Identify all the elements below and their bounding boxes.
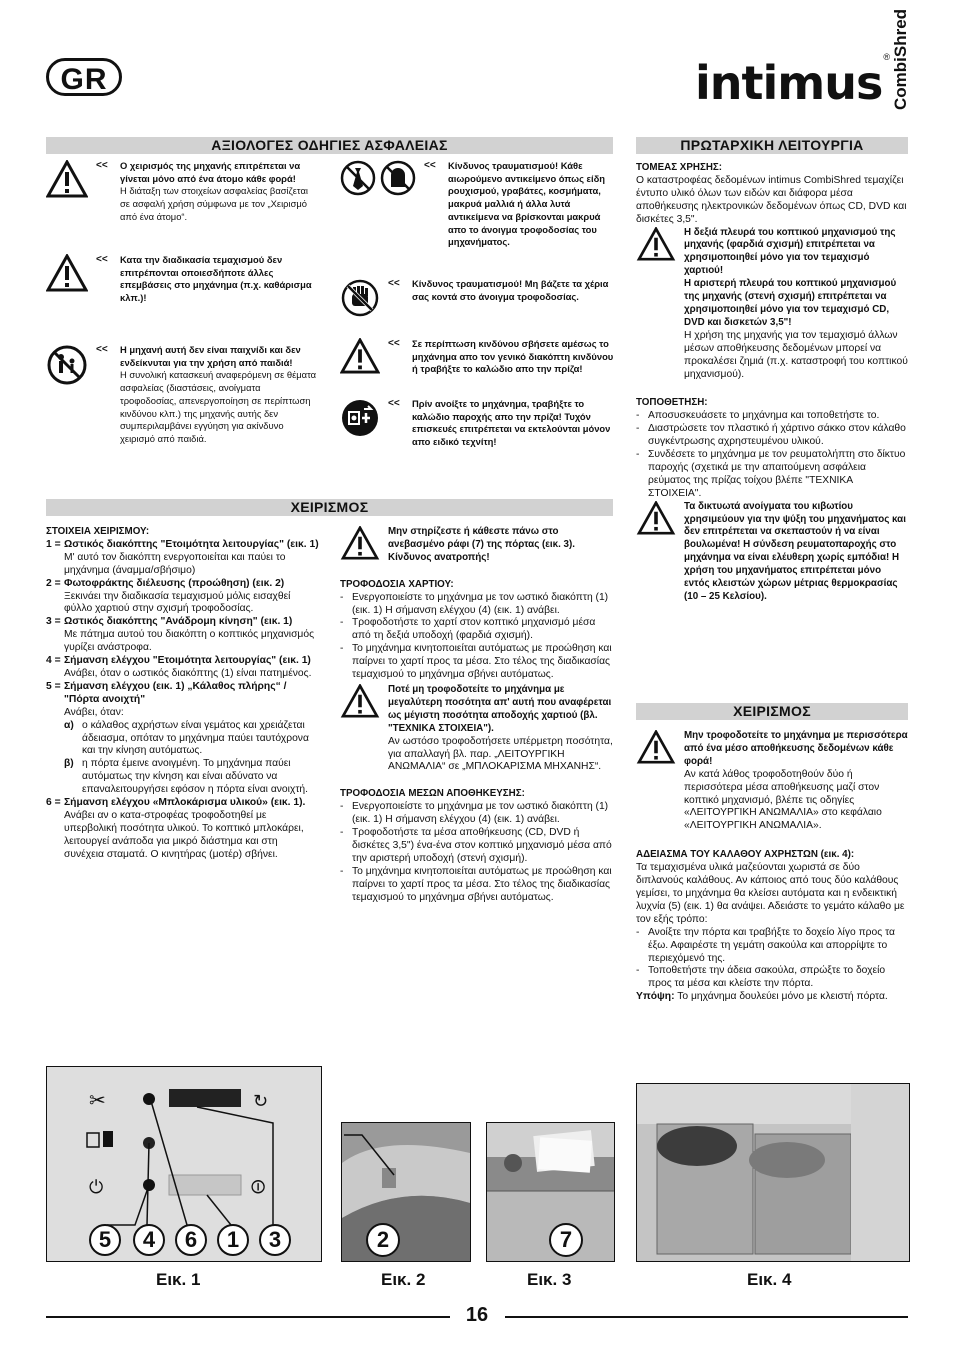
figure-3-caption: Εικ. 3 [527,1270,572,1289]
place-step: - Αποσυσκευάσετε το μηχάνημα και τοποθετήστε το. [636,410,880,422]
svg-text:↻: ↻ [253,1091,269,1112]
callout-6: 6 [175,1224,207,1256]
brand-logo [695,8,910,110]
safety-item [46,160,318,244]
brand-sub: CombiShred [891,8,910,110]
warning-icon [340,684,380,718]
svg-text:✂: ✂ [89,1088,106,1112]
empty-step: - Τοποθετήστε την άδεια σακούλα, σπρώξτε το δοχείο προς τα μέσα και κλείστε την πόρτα. [636,965,886,990]
warning-icon [636,501,676,535]
safety-bold: Πρίν ανοίξτε το μηχάνημα, τραβήξτε το καλώδιο παροχής απο την πρίζα! Τυχόν επισκευές επιτρέπεται να εκτελούνται μόνον απο ειδικό τεχνίτη! [412,398,611,448]
warning-icon [636,730,676,764]
arrow-mark: << [96,160,108,171]
callout-3: 3 [259,1224,291,1256]
control-item: 2 = Φωτοφράκτης διέλευσης (προώθηση) (εικ. 2) Ξεκινάει την διαδικασία τεμαχισμού μόλις εισαχθεί φύλλο χαρτιού στην σχισμή τροφοδοσίας. [46,577,291,615]
callout-4: 4 [133,1224,165,1256]
paper-step: - Ενεργοποιείστε το μηχάνημα με τον ωστικό διακόπτη (1) (εικ. 1) Η σήμανση ελέγχου (4) (εικ. 1) ανάβει. [340,591,609,616]
paper-step: - Τροφοδοτήστε το χαρτί στον κοπτικό μηχανισμό μέσα από τη δεξιά υποδοχή (φαρδιά σχισμή). [340,617,596,642]
operation-right-header: ΧΕΙΡΙΣΜΟΣ [636,703,908,720]
safety-header: ΑΞΙΟΛΟΓΕΣ ΟΔΗΓΙΕΣ ΑΣΦΑΛΕΙΑΣ [46,137,613,154]
controls-column [46,526,320,862]
startup-header: ΠΡΩΤΑΡΧΙΚΗ ΛΕΙΤΟΥΡΓΙΑ [636,137,908,154]
note: Υπόψη: Το μηχάνημα δουλεύει μόνο με κλειστή πόρτα. [636,991,888,1003]
arrow-mark: << [388,278,400,289]
control-item: 3 = Ωστικός διακόπτης "Ανάδρομη κίνηση" (εικ. 1) Με πάτημα αυτού του διακόπτη ο κοπτικός μηχανισμός γυρίζει ανάστροφα. [46,616,315,654]
figure-1-panel [46,1066,322,1262]
slot-warning: Η δεξιά πλευρά του κοπτικού μηχανισμού της μηχανής (φαρδιά σχισμή) επιτρέπεται να χρησιμοποιηθεί μόνο για τον τεμαχισμό χαρτιού! Η αριστερή πλευρά του κοπτικού μηχανισμού της μηχανής (στενή σχισμή) επιτρέπεται να χρησιμοποιηθεί μόνο για τον τεμαχισμό CD, DVD και δισκετών 3,5"! Η χρήση της μηχανής για τον τεμαχισμό άλλων μέσων αποθήκευσης δεδομένων μπορεί να προκαλέσει ζημιά (π.χ. καταστροφή του κοπτικού μηχανισμού). [636,227,908,382]
callout-1: 1 [217,1224,249,1256]
arrow-mark: << [96,254,108,265]
figure-4-photo [636,1083,910,1262]
paper-step: - Το μηχάνημα κινητοποιείται αυτόματως με προώθηση και παίρνει το χαρτί προς τα μέσα. Στο τέλος της διαδικασίας τεμαχισμού το μηχάνημα σβήνει αυτόματως. [340,643,612,681]
figure-2-photo [341,1122,471,1262]
warning-icon [340,526,380,560]
sub-item: β) η πόρτα έμεινε ανοιγμένη. Το μηχάνημα παύει αυτόματως την κίνηση και είναι αδύνατο να επαναλειτουργήσει εφόσον η πόρτα είναι ανοιχτή. [64,758,308,796]
safety-bold: Κίνδυνος τραυματισμού! Κάθε αιωρούμενο αντικείμενο όπως είδη ρουχισμού, γραβάτες, κοσμήματα, μακρυά μαλλιά ή άλλα λυτά αντικείμενα να βρίσκονται μακρυά απο το άνοιγμα τροφοδοσίας του μηχανήματος. [448,160,606,248]
figure-3-photo [486,1122,615,1262]
feed-slot-photo [342,1123,470,1261]
arrow-mark: << [424,160,436,171]
no-hands-icon [340,278,380,318]
media-step: - Ενεργοποιείστε το μηχάνημα με τον ωστικό διακόπτη (1) (εικ. 1) Η σήμανση ελέγχου (4) (εικ. 1) ανάβει. [340,801,609,826]
safety-item [46,344,318,446]
safety-bold: Κατα την διαδικασία τεμαχισμού δεν επιτρέπονται οποιεσδήποτε άλλες επεμβάσεις στο μηχάνημα (π.χ. καθάρισμα κλπ.)! [120,254,312,304]
place-step: - Συνδέσετε το μηχάνημα με τον ρευματολήπτη στο δίκτυο παροχής (σχετικά με την απαιτούμενη ασφάλεια ρεύματος της πρίζας τοίχου βλέπε "ΤΕΧΝΙΚΑ ΣΤΟΙΧΕΙΑ". [636,449,906,499]
control-item: 4 = Σήμανση ελέγχου "Ετοιμότητα λειτουργίας" (εικ. 1) Ανάβει, όταν ο ωστικός διακόπτης (1) είναι πατημένος. [46,655,312,679]
brand-name: intimus [695,56,883,110]
country-badge: GR [46,58,122,96]
feeding-column [340,526,614,904]
operation-header: ΧΕΙΡΙΣΜΟΣ [46,499,613,516]
callout-5: 5 [89,1224,121,1256]
control-item: 1 = Ωστικός διακόπτης "Ετοιμότητα λειτουργίας" (εικ. 1) Μ' αυτό τον διακόπτη ενεργοποιείται και παύει το μηχάνημα (άναμμα/σβήσιμο) [46,538,319,576]
safety-bold: Ο χειρισμός της μηχανής επιτρέπεται να γίνεται μόνο από ένα άτομο κάθε φορά! [120,160,301,184]
empty-title: ΑΔΕΙΑΣΜΑ ΤΟΥ ΚΑΛΑΘΟΥ ΑΧΡΗΣΤΩΝ (εικ. 4): [636,849,855,861]
safety-item [340,398,614,449]
figure-4-caption: Εικ. 4 [747,1270,792,1289]
bins-photo [637,1084,909,1261]
arrow-mark: << [96,344,108,355]
media-title: ΤΡΟΦΟΔΟΣΙΑ ΜΕΣΩΝ ΑΠΟΘΗΚΕΥΣΗΣ: [340,788,525,800]
figure-2-caption: Εικ. 2 [381,1270,426,1289]
ventilation-warning: Τα δικτυωτά ανοίγματα του κιβωτίου χρησιμεύουν για την ψύξη του μηχανήματος και δεν επιτρέπεται να σκεπαστούν ή να είναι βουλωμένα! Η σύνδεση ρευματοπαροχής στο μηχάνημα να είναι ελέυθερη χωρίς εμπόδια! Η χρήση του μηχανήματος επιτρέπεται μόνο εντός κλειστών χώρων μέτριας θερμοκρασίας (10 – 25 Κελσίου). [636,501,908,604]
warning-icon [340,338,380,374]
use-text: Ο καταστροφέας δεδομένων intimus CombiShred τεμαχίζει έντυπο υλικό όλων των ειδών και διάφορα μέσα αποθήκευσης ηλεκτρονικών δεδομένων όπως CD, DVD και δισκέτες 3,5". [636,174,907,225]
arrow-mark: << [388,398,400,409]
control-item: 6 = Σήμανση ελέγχου «Μπλοκάρισμα υλικού» (εικ. 1). Ανάβει αν ο κατα-στροφέας τροφοδοτηθεί με υπερβολική ποσότητα υλικού. Το κοπτικό μπλοκάρει, λειτουργεί ανάποδα για μικρό διάστημα και στη συνέχεια σταματά. Ο κινητήρας (μοτέρ) σβήνει. [46,797,306,860]
warning-icon [46,160,88,198]
no-long-hair-icon [380,160,416,196]
paper-title: ΤΡΟΦΟΔΟΣΙΑ ΧΑΡΤΙΟΥ: [340,578,454,590]
media-step: - Το μηχάνημα κινητοποιείται αυτόματως με προώθηση και παίρνει το χαρτί προς τα μέσα. Στο τέλος της διαδικασίας τεμαχισμού το μηχάνημα σβήνει αυτόματως. [340,865,612,903]
safety-item [340,160,614,278]
safety-text: Η διάταξη των στοιχείων ασφαλείας βασίζεται σε ασφαλή χρήση σύμφωνα με τον „Χειρισμό από ένα άτομο“. [120,185,308,222]
startup-column [636,162,908,604]
svg-text:⏼: ⏼ [251,1177,266,1198]
operation-right-column [636,730,908,1004]
footer-rule-right [505,1316,908,1318]
arrow-mark: << [388,338,400,349]
warning-icon [46,254,88,292]
place-title: ΤΟΠΟΘΕΤΗΣΗ: [636,397,708,409]
empty-text: Τα τεμαχισμένα υλικά μαζεύονται χωριστά σε δύο διπλανούς καλάθους. Αν κάποιος από τους δύο καλάθους γεμίσει, το μηχάνημα θα κλείσει αυτόματα και η ενδεικτική λυχνία (5) (εικ. 1) θα ανάψει. Αδειάστε το γεμάτο κάλαθο με τον εξής τρόπο: [636,862,905,925]
figure-1-caption: Εικ. 1 [156,1270,201,1289]
safety-bold: Σε περίπτωση κινδύνου σβήσετε αμέσως το μηχάνημα απο τον γενικό διακόπτη κινδύνου ή τραβήξτε το καλώδιο απο την πρίζα! [412,338,614,375]
media-warning: Μην τροφοδοτείτε το μηχάνημα με περισσότερα από ένα μέσο αποθήκευσης δεδομένων κάθε φορά! Αν κατά λάθος τροφοδοτηθούν δύο ή περισσότερα μέσα αποθήκευσης μαζί στον κοπτικό μηχανισμό, βλέπε τις οδηγίες «ΛΕΙΤΟΥΡΓΙΚΗ ΑΝΩΜΑΛΙΑ» στο κεφάλαιο «ΛΕΙΤΟΥΡΓΙΚΗ ΑΝΩΜΑΛΙΑ». [636,730,908,833]
safety-text: Η συνολική κατασκευή αναφερόμενη σε θέματα ασφαλείας (διαστάσεις, ανοίγματα τροφοδοσίας, απενεργοποίηση σε περίπτωση κινδύνου κλπ.) της μηχανής αυτής δεν συμπεριλαμβάνει εγγύηση για ακίνδυνο χειρισμό από παιδιά. [120,369,317,444]
no-tie-icon [340,160,376,196]
warning-icon [636,227,676,261]
callout-7: 7 [549,1223,583,1257]
use-title: ΤΟΜΕΑΣ ΧΡΗΣΗΣ: [636,162,723,173]
place-step: - Διαστρώσετε τον πλαστικό ή χάρτινο σάκκο στον κάλαθο συγκέντρωσης αχρηστευμένου υλικού. [636,423,906,448]
sub-item: α) ο κάλαθος αχρήστων είναι γεμάτος και χρειάζεται άδειασμα, οπόταν το μηχάνημα παύει ταυτόχρονα και την κίνηση αυτόματως. [64,719,309,757]
controls-title: ΣΤΟΙΧΕΙΑ ΧΕΙΡΙΣΜΟΥ: [46,526,150,537]
safety-left [46,160,318,446]
safety-bold: Η μηχανή αυτή δεν είναι παιχνίδι και δεν ενδείκνυται για την χρήση από παιδιά! [120,344,301,368]
callout-2: 2 [366,1223,400,1257]
safety-item [340,338,614,398]
safety-item [340,278,614,338]
unplug-icon [340,398,380,438]
safety-bold: Κίνδυνος τραυματισμού! Μη βάζετε τα χέρια σας κοντά στο άνοιγμα τροφοδοσίας. [412,278,609,302]
empty-step: - Ανοίξτε την πόρτα και τραβήξτε το δοχείο λίγο προς τα έξω. Αφαιρέστε τη γεμάτη σακούλα και απορρίψτε το περιεχόμενό της. [636,926,895,964]
safety-right [340,160,614,449]
safety-item [46,254,318,344]
stand-warning: Μην στηρίζεστε ή κάθεστε πάνω στο ανεβασμένο ράφι (7) της πόρτας (εικ. 3). Κίνδυνος ανατροπής! [340,526,614,565]
no-children-icon [46,344,88,386]
media-step: - Τροφοδοτήστε τα μέσα αποθήκευσης (CD, DVD ή δισκέτες 3,5") ένα-ένα στον κοπτικό μηχανισμό μέσα από την αριστερή υποδοχή (στενή σχισμή). [340,827,612,864]
page-number: 16 [465,1304,489,1326]
quantity-warning: Ποτέ μη τροφοδοτείτε το μηχάνημα με μεγαλύτερη ποσότητα απ' αυτή που αναφέρεται ως μέγιστη ποσότητα αποδοχής χαρτιού (βλ. "ΤΕΧΝΙΚΑ ΣΤΟΙΧΕΙΑ"). Αν ωστόσο τροφοδοτήσετε υπέρμετρη ποσότητα, για απαλλαγή βλ. παρ. „ΛΕΙΤΟΥΡΓΙΚΗ ΑΝΩΜΑΛΙΑ“ σε „ΜΠΛΟΚΑΡΙΣΜΑ ΜΗΧΑΝΗΣ“. [340,684,614,774]
control-item: 5 = Σήμανση ελέγχου (εικ. 1) „Κάλαθος πλήρης“ / "Πόρτα ανοιχτή" Ανάβει, όταν: α) ο κάλαθος αχρήστων είναι γεμάτος και χρειάζεται άδειασμα, οπόταν το μηχάνημα παύει ταυτόχρονα και την κίνηση αυτόματως. β) η πόρτα έμεινε ανοιγμένη. Το μηχάνημα παύει αυτόματως την κίνηση και είναι αδύνατο να επαναλειτουργήσει εφόσον η πόρτα είναι ανοιχτή. [46,681,320,797]
registered-mark: ® [883,52,890,62]
footer-rule-left [46,1316,450,1318]
svg-text:⏻: ⏻ [89,1177,104,1198]
